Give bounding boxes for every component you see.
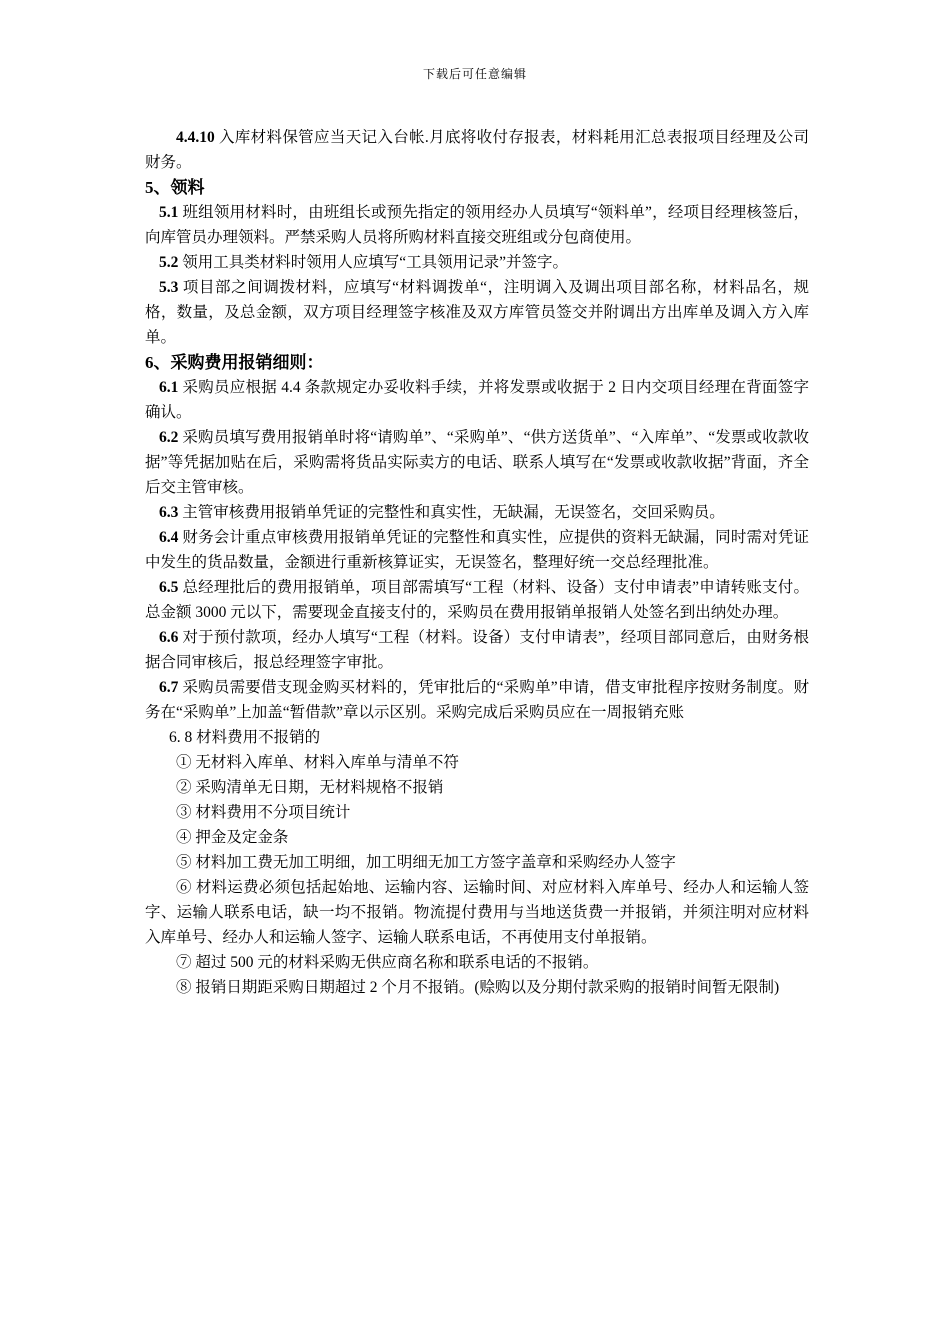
clause-number: 6.5: [159, 579, 179, 596]
clause-text: 采购员需要借支现金购买材料的，凭审批后的“采购单”申请，借支审批程序按财务制度。财务在“采购单”上加盖“暂借款”章以示区别。采购完成后采购员应在一周报销充账: [145, 679, 809, 721]
paragraph-6-7: [145, 675, 809, 725]
list-item: ② 采购清单无日期，无材料规格不报销: [176, 779, 444, 796]
list-item: ③ 材料费用不分项目统计: [176, 804, 351, 821]
clause-text: 总经理批后的费用报销单，项目部需填写“工程（材料、设备）支付申请表”申请转账支付。总金额 3000 元以下，需要现金直接支付的，采购员在费用报销单报销人处签名到出纳处办理。: [145, 579, 809, 621]
clause-text: 入库材料保管应当天记入台帐.月底将收付存报表，材料耗用汇总表报项目经理及公司财务。: [145, 129, 809, 171]
paragraph-4-4-10: [145, 125, 809, 175]
clause-number: 4.4.10: [176, 129, 215, 146]
clause-number: 6.2: [159, 429, 179, 446]
paragraph-6-3: [145, 500, 809, 525]
clause-number: 5.1: [159, 204, 179, 221]
paragraph-5-3: [145, 275, 809, 350]
list-item: ① 无材料入库单、材料入库单与清单不符: [176, 754, 459, 771]
list-item: ④ 押金及定金条: [176, 829, 289, 846]
list-item: ⑥ 材料运费必须包括起始地、运输内容、运输时间、对应材料入库单号、经办人和运输人签字、运输人联系电话，缺一均不报销。物流提付费用与当地送货费一并报销，并须注明对应材料入库单号、经办人和运输人签字、运输人联系电话，不再使用支付单报销。: [145, 879, 809, 946]
paragraph-5-2: [145, 250, 809, 275]
list-item: ⑦ 超过 500 元的材料采购无供应商名称和联系电话的不报销。: [176, 954, 599, 971]
clause-number: 6.3: [159, 504, 179, 521]
clause-number: 6.4: [159, 529, 179, 546]
paragraph-6-2: [145, 425, 809, 500]
clause-number: 6.6: [159, 629, 179, 646]
clause-text: 财务会计重点审核费用报销单凭证的完整性和真实性，应提供的资料无缺漏，同时需对凭证中发生的货品数量，金额进行重新核算证实，无误签名，整理好统一交总经理批准。: [145, 529, 809, 571]
paragraph-6-4: [145, 525, 809, 575]
paragraph-6-1: [145, 375, 809, 425]
paragraph-6-6: [145, 625, 809, 675]
list-item: ⑧ 报销日期距采购日期超过 2 个月不报销。(赊购以及分期付款采购的报销时间暂无限制): [176, 979, 780, 996]
paragraph-6-5: [145, 575, 809, 625]
section-5-heading: 5、领料: [145, 178, 205, 197]
clause-number: 5.2: [159, 254, 179, 271]
clause-text: 项目部之间调拨材料，应填写“材料调拨单“，注明调入及调出项目部名称，材料品名，规格，数量，及总金额，双方项目经理签字核准及双方库管员签交并附调出方出库单及调入方入库单。: [145, 279, 809, 346]
clause-text: 领用工具类材料时领用人应填写“工具领用记录”并签字。: [178, 254, 569, 271]
clause-text: 主管审核费用报销单凭证的完整性和真实性，无缺漏，无误签名，交回采购员。: [178, 504, 725, 521]
document-body: [145, 125, 809, 1000]
sub-section-6-8-title: 6. 8 材料费用不报销的: [169, 729, 321, 746]
clause-number: 5.3: [159, 279, 179, 296]
clause-number: 6.1: [159, 379, 179, 396]
page-header: 下载后可任意编辑: [422, 67, 527, 81]
clause-text: 采购员填写费用报销单时将“请购单”、“采购单”、“供方送货单”、“入库单”、“发票或收款收据”等凭据加贴在后，采购需将货品实际卖方的电话、联系人填写在“发票或收款收据”背面，齐全后交主管审核。: [145, 429, 809, 496]
section-6-heading: 6、采购费用报销细则：: [145, 353, 324, 372]
clause-text: 对于预付款项，经办人填写“工程（材料。设备）支付申请表”，经项目部同意后，由财务根据合同审核后，报总经理签字审批。: [145, 629, 809, 671]
clause-number: 6.7: [159, 679, 179, 696]
clause-text: 采购员应根据 4.4 条款规定办妥收料手续，并将发票或收据于 2 日内交项目经理在背面签字确认。: [145, 379, 809, 421]
list-item: ⑤ 材料加工费无加工明细，加工明细无加工方签字盖章和采购经办人签字: [176, 854, 676, 871]
paragraph-5-1: [145, 200, 809, 250]
clause-text: 班组领用材料时，由班组长或预先指定的领用经办人员填写“领料单”，经项目经理核签后，向库管员办理领料。严禁采购人员将所购材料直接交班组或分包商使用。: [145, 204, 809, 246]
